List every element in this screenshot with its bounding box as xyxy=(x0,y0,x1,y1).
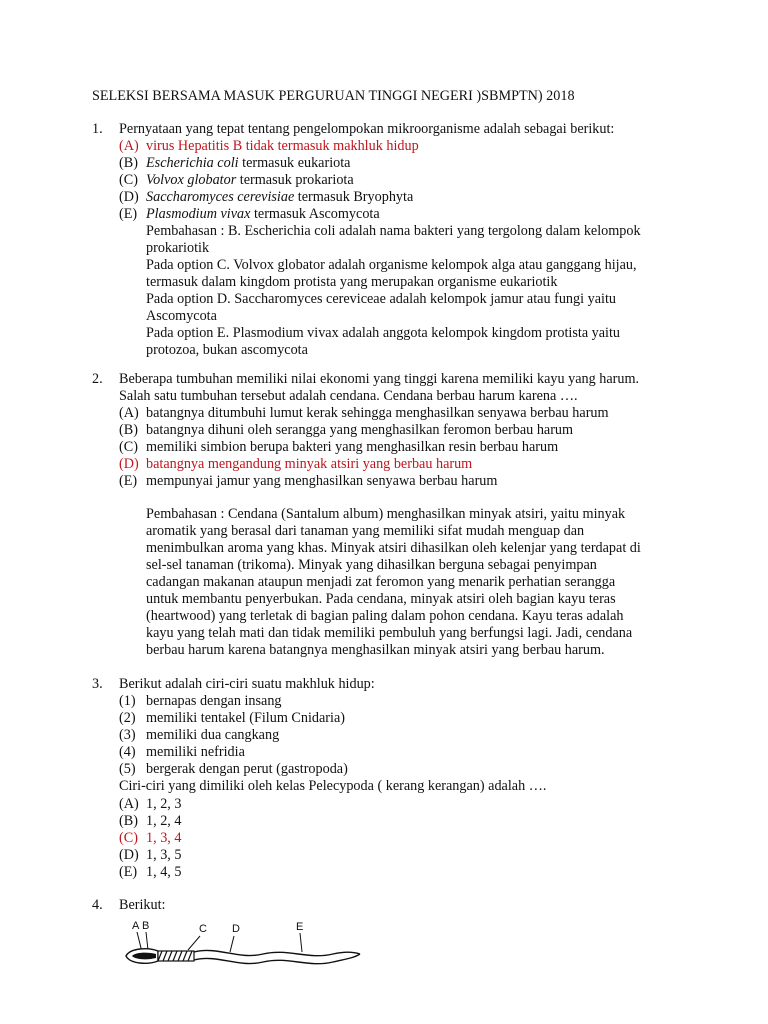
q1-option-e-species: Plasmodium vivax xyxy=(146,206,251,222)
q3-item-label: (4) xyxy=(119,744,136,760)
q2-stem-line: Beberapa tumbuhan memiliki nilai ekonomi yang tinggi karena memiliki kayu yang harum. xyxy=(119,371,640,387)
q4-stem: Berikut: xyxy=(119,897,166,913)
figure-label-e: E xyxy=(296,921,304,933)
q1-explanation-line: protozoa, bukan ascomycota xyxy=(146,342,308,358)
q1-explanation-line: Pada option C. Volvox globator adalah organisme kelompok alga atau ganggang hijau, xyxy=(146,257,637,273)
q1-option-d-label: (D) xyxy=(119,189,139,205)
q1-option-d-rest: termasuk Bryophyta xyxy=(294,189,414,205)
q4-number: 4. xyxy=(92,897,103,913)
q3-item-label: (2) xyxy=(119,710,136,726)
page-title: SELEKSI BERSAMA MASUK PERGURUAN TINGGI NEGERI )SBMPTN) 2018 xyxy=(92,88,575,104)
q3-number: 3. xyxy=(92,676,103,692)
q1-option-e-rest: termasuk Ascomycota xyxy=(250,206,380,222)
q1-option-e-text xyxy=(146,206,380,223)
q2-explanation-line: untuk membantu penyerbukan. Pada cendana, minyak atsiri oleh bagian kayu teras xyxy=(146,591,616,607)
q3-option-e-text: 1, 4, 5 xyxy=(146,864,182,880)
q1-option-b-label: (B) xyxy=(119,155,138,171)
q2-explanation-line: kayu yang telah mati dan tidak memiliki pembuluh yang berfungsi lagi. Jadi, cendana xyxy=(146,625,633,641)
q2-option-b-label: (B) xyxy=(119,422,138,438)
tail-upper xyxy=(194,950,360,955)
q2-option-c-text: memiliki simbion berupa bakteri yang menghasilkan resin berbau harum xyxy=(146,439,559,455)
q3-item-text: bernapas dengan insang xyxy=(146,693,282,709)
tail-lower xyxy=(194,954,360,964)
q3-item-label: (1) xyxy=(119,693,136,709)
q2-option-a-text: batangnya ditumbuhi lumut kerak sehingga menghasilkan senyawa berbau harum xyxy=(146,405,609,421)
q1-option-a-label: (A) xyxy=(119,138,139,154)
q2-option-a-label: (A) xyxy=(119,405,139,421)
q2-explanation-line: (heartwood) yang terletak di bagian paling dalam pohon cendana. Kayu teras adalah xyxy=(146,608,624,624)
q3-stem: Berikut adalah ciri-ciri suatu makhluk hidup: xyxy=(119,676,375,692)
q2-option-d-text: batangnya mengandung minyak atsiri yang berbau harum xyxy=(146,456,473,472)
q3-item-text: bergerak dengan perut (gastropoda) xyxy=(146,761,348,777)
q3-option-e-label: (E) xyxy=(119,864,138,880)
q3-question: Ciri-ciri yang dimiliki oleh kelas Pelecypoda ( kerang kerangan) adalah …. xyxy=(119,778,547,794)
q1-option-a-text: virus Hepatitis B tidak termasuk makhluk hidup xyxy=(146,138,419,154)
q2-explanation-line: berbau harum karena batangnya menghasilkan minyak atsiri yang berbau harum. xyxy=(146,642,605,658)
q1-number: 1. xyxy=(92,121,103,137)
q1-stem: Pernyataan yang tepat tentang pengelompokan mikroorganisme adalah sebagai berikut: xyxy=(119,121,615,137)
q3-item-label: (3) xyxy=(119,727,136,743)
q2-number: 2. xyxy=(92,371,103,387)
q3-item-text: memiliki nefridia xyxy=(146,744,245,760)
sperm-figure xyxy=(118,916,368,974)
q1-option-d-species: Saccharomyces cerevisiae xyxy=(146,189,295,205)
q2-explanation-line: sel-sel tanaman (trikoma). Minyak yang dihasilkan berguna sebagai penyimpan xyxy=(146,557,597,573)
q3-option-c-label: (C) xyxy=(119,830,138,846)
pointer-lines xyxy=(137,932,302,952)
q1-option-e-label: (E) xyxy=(119,206,138,222)
q2-stem-line: Salah satu tumbuhan tersebut adalah cendana. Cendana berbau harum karena …. xyxy=(119,388,578,404)
q3-option-b-text: 1, 2, 4 xyxy=(146,813,182,829)
q3-item-label: (5) xyxy=(119,761,136,777)
q1-option-b-species: Escherichia coli xyxy=(146,155,239,171)
q2-option-c-label: (C) xyxy=(119,439,138,455)
q1-explanation-line: Pada option D. Saccharomyces cereviceae adalah kelompok jamur atau fungi yaitu xyxy=(146,291,616,307)
q2-explanation-line: aromatik yang berasal dari tanaman yang memiliki sifat mudah menguap dan xyxy=(146,523,585,539)
q3-option-d-label: (D) xyxy=(119,847,139,863)
q3-option-d-text: 1, 3, 5 xyxy=(146,847,182,863)
q2-explanation-line: cadangan makanan ataupun menjadi zat feromon yang menarik perhatian serangga xyxy=(146,574,616,590)
q1-explanation-line: Pada option E. Plasmodium vivax adalah anggota kelompok kingdom protista yaitu xyxy=(146,325,621,341)
q1-option-d-text xyxy=(146,189,413,206)
q2-option-e-text: mempunyai jamur yang menghasilkan senyawa berbau harum xyxy=(146,473,498,489)
figure-label-b: B xyxy=(142,920,150,932)
q1-option-b-text xyxy=(146,155,350,172)
q3-option-a-text: 1, 2, 3 xyxy=(146,796,182,812)
q1-explanation-line: Pembahasan : B. Escherichia coli adalah nama bakteri yang tergolong dalam kelompok xyxy=(146,223,641,239)
q1-option-c-species: Volvox globator xyxy=(146,172,237,188)
q3-item-text: memiliki tentakel (Filum Cnidaria) xyxy=(146,710,345,726)
figure-label-c: C xyxy=(199,923,207,935)
q3-option-c-text: 1, 3, 4 xyxy=(146,830,182,846)
q1-explanation-line: prokariotik xyxy=(146,240,210,256)
figure-label-d: D xyxy=(232,923,240,935)
q1-option-c-rest: termasuk prokariota xyxy=(236,172,354,188)
q1-option-c-text xyxy=(146,172,354,189)
q3-option-a-label: (A) xyxy=(119,796,139,812)
q1-explanation-line: Ascomycota xyxy=(146,308,217,324)
q2-explanation-line: Pembahasan : Cendana (Santalum album) menghasilkan minyak atsiri, yaitu minyak xyxy=(146,506,626,522)
q1-option-b-rest: termasuk eukariota xyxy=(238,155,351,171)
q1-explanation-line: termasuk dalam kingdom protista yang merupakan organisme eukariotik xyxy=(146,274,558,290)
q1-option-c-label: (C) xyxy=(119,172,138,188)
q3-item-text: memiliki dua cangkang xyxy=(146,727,280,743)
q2-option-e-label: (E) xyxy=(119,473,138,489)
q2-option-d-label: (D) xyxy=(119,456,139,472)
figure-label-a: A xyxy=(132,920,140,932)
q2-explanation-line: menimbulkan aroma yang khas. Minyak atsiri dihasilkan oleh kelenjar yang terdapat di xyxy=(146,540,641,556)
q2-option-b-text: batangnya dihuni oleh serangga yang menghasilkan feromon berbau harum xyxy=(146,422,574,438)
q3-option-b-label: (B) xyxy=(119,813,138,829)
